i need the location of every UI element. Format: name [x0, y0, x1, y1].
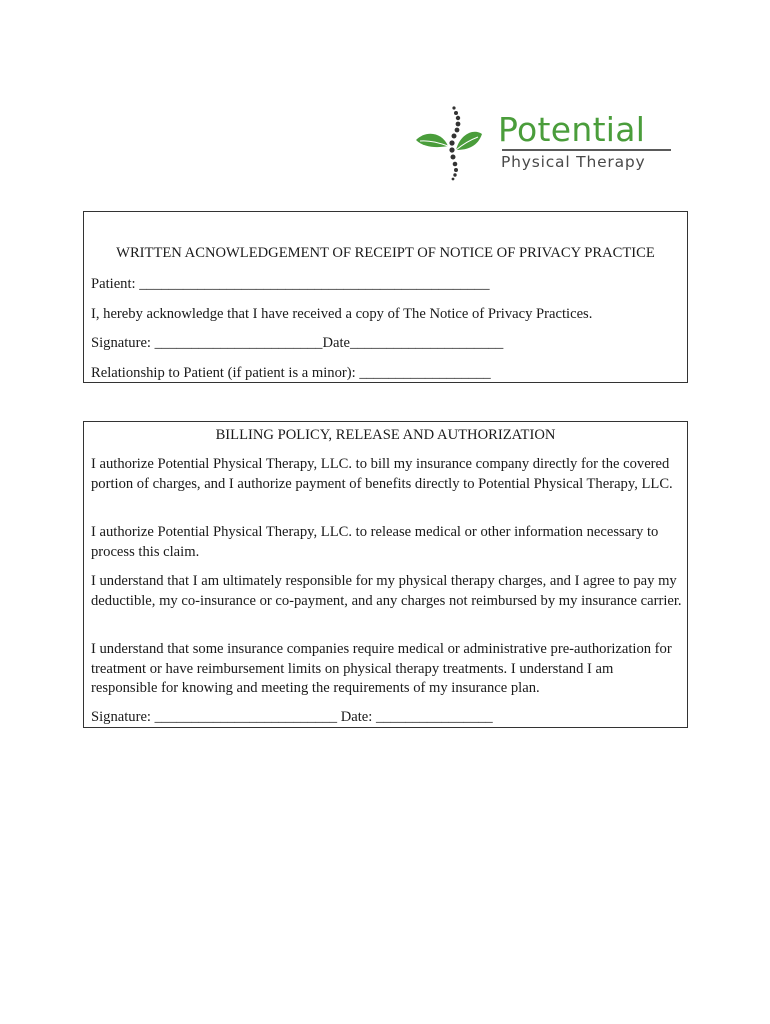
- privacy-signature-date-field[interactable]: Signature: _______________________Date_____________________: [91, 335, 504, 351]
- privacy-acknowledgement-box: [83, 211, 688, 383]
- logo-name-line2: Physical Therapy: [501, 153, 646, 171]
- billing-paragraph-3: I understand that I am ultimately responsible for my physical therapy charges, and I agree to pay my deductible, my co-insurance or co-payment, and any charges not reimbursed by my insurance carrier.: [91, 573, 682, 609]
- billing-paragraph-1: I authorize Potential Physical Therapy, LLC. to bill my insurance company directly for the covered portion of charges, and I authorize payment of benefits directly to Potential Physical Therapy, LLC.: [91, 456, 673, 492]
- billing-paragraph-2: I authorize Potential Physical Therapy, LLC. to release medical or other information necessary to process this claim.: [91, 524, 659, 560]
- patient-field[interactable]: Patient: ________________________________________________: [91, 276, 490, 292]
- logo-divider: [502, 149, 671, 151]
- relationship-field[interactable]: Relationship to Patient (if patient is a minor): __________________: [91, 365, 491, 381]
- privacy-title: WRITTEN ACNOWLEDGEMENT OF RECEIPT OF NOTICE OF PRIVACY PRACTICE: [116, 245, 655, 261]
- billing-policy-box: [83, 421, 688, 728]
- spine-with-leaves-icon: [412, 104, 498, 184]
- billing-signature-date-field[interactable]: Signature: _________________________ Date: ________________: [91, 709, 493, 725]
- company-logo: [412, 104, 676, 184]
- logo-name-line1: Potential: [498, 110, 646, 149]
- billing-paragraph-4: I understand that some insurance companies require medical or administrative pre-authorization for treatment or have reimbursement limits on physical therapy treatments. I understand I am responsible for knowing and meeting the requirements of my insurance plan.: [91, 641, 672, 696]
- acknowledge-statement: I, hereby acknowledge that I have received a copy of The Notice of Privacy Practices.: [91, 306, 593, 322]
- billing-title: BILLING POLICY, RELEASE AND AUTHORIZATION: [215, 427, 556, 443]
